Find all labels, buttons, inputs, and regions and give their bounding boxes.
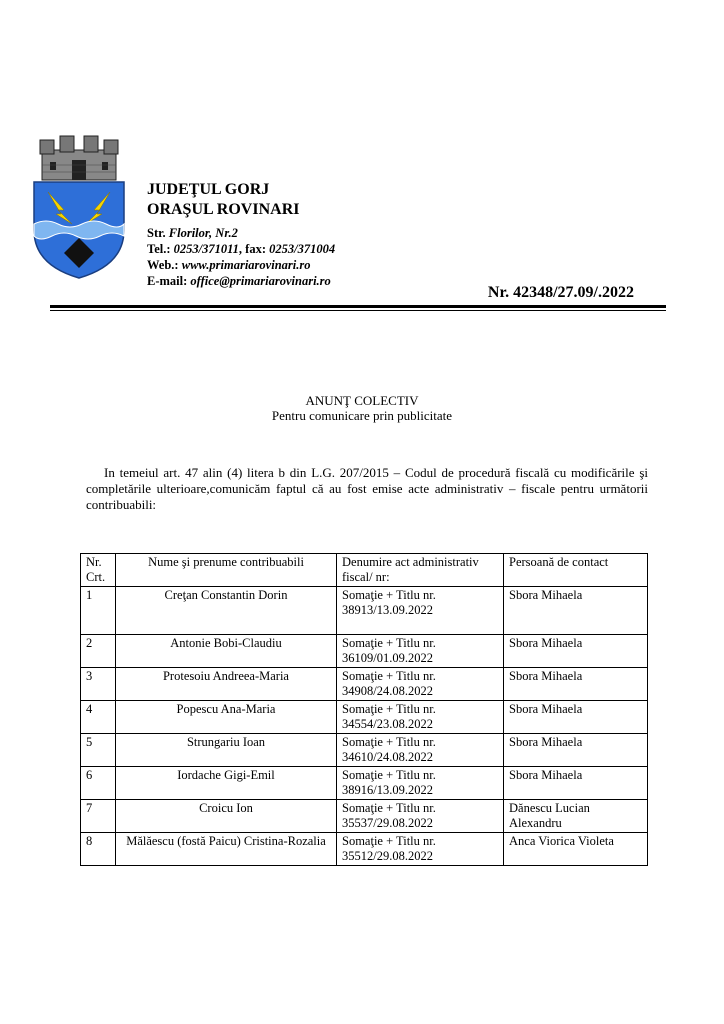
title-sub: Pentru comunicare prin publicitate [271, 408, 453, 423]
row-nr: 3 [81, 668, 116, 701]
row-act: Somaţie + Titlu nr. 34610/24.08.2022 [337, 734, 504, 767]
row-act: Somaţie + Titlu nr. 38916/13.09.2022 [337, 767, 504, 800]
row-contact: Sbora Mihaela [504, 668, 648, 701]
row-name: Antonie Bobi-Claudiu [116, 635, 337, 668]
row-act: Somaţie + Titlu nr. 35512/29.08.2022 [337, 833, 504, 866]
email-label: E-mail: [147, 274, 188, 288]
web-line [147, 257, 335, 273]
row-contact: Sbora Mihaela [504, 635, 648, 668]
row-contact: Sbora Mihaela [504, 767, 648, 800]
row-nr: 4 [81, 701, 116, 734]
town-name: ORAŞUL ROVINARI [147, 201, 300, 218]
row-nr: 5 [81, 734, 116, 767]
registration-number: Nr. 42348/27.09/.2022 [487, 284, 634, 301]
table-row [81, 767, 648, 800]
street-value: Florilor, Nr.2 [168, 226, 238, 240]
table-row [81, 668, 648, 701]
header-divider-thin [50, 310, 666, 311]
header-act: Denumire act administrativ fiscal/ nr: [337, 554, 504, 587]
row-name: Iordache Gigi-Emil [116, 767, 337, 800]
row-contact: Dănescu Lucian Alexandru [504, 800, 648, 833]
row-name: Popescu Ana-Maria [116, 701, 337, 734]
title-main: ANUNŢ COLECTIV [305, 393, 419, 408]
table-row [81, 734, 648, 767]
taxpayers-table [80, 553, 648, 866]
table-header-row [81, 554, 648, 587]
row-act: Somaţie + Titlu nr. 34554/23.08.2022 [337, 701, 504, 734]
table-row [81, 833, 648, 866]
intro-paragraph [86, 465, 648, 513]
web-link[interactable]: www.primariarovinari.ro [181, 258, 311, 272]
row-contact: Anca Viorica Violeta [504, 833, 648, 866]
table-row [81, 587, 648, 635]
row-act: Somaţie + Titlu nr. 36109/01.09.2022 [337, 635, 504, 668]
street-label: Str. [147, 226, 166, 240]
email-line [147, 273, 335, 289]
web-label: Web.: [147, 258, 179, 272]
row-name: Creţan Constantin Dorin [116, 587, 337, 635]
row-name: Strungariu Ioan [116, 734, 337, 767]
row-act: Somaţie + Titlu nr. 38913/13.09.2022 [337, 587, 504, 635]
tel-label: Tel.: [147, 242, 171, 256]
header-divider-thick [50, 305, 666, 308]
row-nr: 1 [81, 587, 116, 635]
row-nr: 8 [81, 833, 116, 866]
row-name: Croicu Ion [116, 800, 337, 833]
row-name: Mălăescu (fostă Paicu) Cristina-Rozalia [116, 833, 337, 866]
row-act: Somaţie + Titlu nr. 34908/24.08.2022 [337, 668, 504, 701]
row-contact: Sbora Mihaela [504, 587, 648, 635]
email-link[interactable]: office@primariarovinari.ro [190, 274, 331, 288]
fax-value: 0253/371004 [269, 242, 336, 256]
header-name: Nume şi prenume contribuabili [116, 554, 337, 587]
row-nr: 2 [81, 635, 116, 668]
table-row [81, 635, 648, 668]
table-row [81, 800, 648, 833]
row-nr: 6 [81, 767, 116, 800]
county-name: JUDEŢUL GORJ [147, 181, 270, 198]
address-line [147, 225, 335, 241]
row-contact: Sbora Mihaela [504, 701, 648, 734]
header-nr: Nr. Crt. [81, 554, 116, 587]
coat-of-arms-emblem [30, 130, 128, 280]
table-row [81, 701, 648, 734]
header-contact: Persoană de contact [504, 554, 648, 587]
row-act: Somaţie + Titlu nr. 35537/29.08.2022 [337, 800, 504, 833]
mural-crown [40, 136, 118, 180]
row-nr: 7 [81, 800, 116, 833]
institution-header [147, 180, 299, 220]
phone-line [147, 241, 335, 257]
fax-label: , fax: [238, 242, 266, 256]
announcement-title [0, 393, 724, 423]
intro-text: In temeiul art. 47 alin (4) litera b din L.G. 207/2015 – Codul de procedură fiscală cu modificările şi completările ulterioare,comunicăm faptul că au fost emise acte administrativ – fiscale pentru următorii contribuabili: [86, 465, 648, 512]
contact-block [147, 225, 335, 289]
row-contact: Sbora Mihaela [504, 734, 648, 767]
tel-value: 0253/371011 [173, 242, 239, 256]
row-name: Protesoiu Andreea-Maria [116, 668, 337, 701]
